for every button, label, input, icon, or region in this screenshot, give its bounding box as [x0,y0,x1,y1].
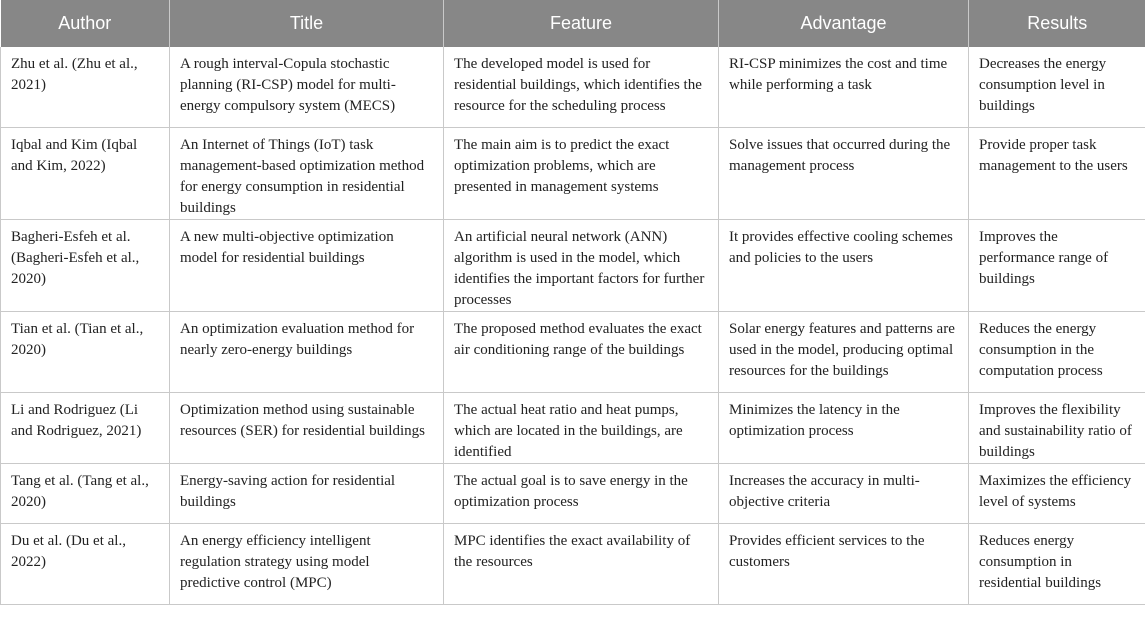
cell-advantage: Solve issues that occurred during the management process [719,128,969,220]
cell-results: Improves the flexibility and sustainability ratio of buildings [969,393,1145,464]
cell-advantage: RI-CSP minimizes the cost and time while performing a task [719,47,969,128]
cell-advantage: Provides efficient services to the customers [719,524,969,605]
cell-title: An energy efficiency intelligent regulation strategy using model predictive control (MPC) [170,524,444,605]
cell-author: Li and Rodriguez (Li and Rodriguez, 2021) [1,393,170,464]
cell-title: An optimization evaluation method for nearly zero-energy buildings [170,312,444,393]
cell-advantage: It provides effective cooling schemes and policies to the users [719,220,969,312]
cell-results: Maximizes the efficiency level of systems [969,464,1145,524]
header-advantage: Advantage [719,0,969,47]
cell-feature: The main aim is to predict the exact optimization problems, which are presented in management systems [444,128,719,220]
cell-feature: An artificial neural network (ANN) algorithm is used in the model, which identifies the important factors for further processes [444,220,719,312]
cell-results: Reduces the energy consumption in the computation process [969,312,1145,393]
cell-feature: MPC identifies the exact availability of the resources [444,524,719,605]
cell-author: Du et al. (Du et al., 2022) [1,524,170,605]
cell-title: A new multi-objective optimization model for residential buildings [170,220,444,312]
header-feature: Feature [444,0,719,47]
cell-feature: The proposed method evaluates the exact air conditioning range of the buildings [444,312,719,393]
cell-author: Iqbal and Kim (Iqbal and Kim, 2022) [1,128,170,220]
table-row [1,220,1145,312]
cell-author: Bagheri-Esfeh et al. (Bagheri-Esfeh et al., 2020) [1,220,170,312]
cell-title: Optimization method using sustainable resources (SER) for residential buildings [170,393,444,464]
cell-advantage: Minimizes the latency in the optimization process [719,393,969,464]
cell-author: Tang et al. (Tang et al., 2020) [1,464,170,524]
header-author: Author [1,0,170,47]
header-row [1,0,1145,47]
cell-title: Energy-saving action for residential buildings [170,464,444,524]
cell-title: An Internet of Things (IoT) task management-based optimization method for energy consumption in residential buildings [170,128,444,220]
table-row [1,464,1145,524]
cell-title: A rough interval-Copula stochastic planning (RI-CSP) model for multi-energy compulsory system (MECS) [170,47,444,128]
cell-advantage: Increases the accuracy in multi-objective criteria [719,464,969,524]
cell-feature: The developed model is used for residential buildings, which identifies the resource for the scheduling process [444,47,719,128]
cell-author: Zhu et al. (Zhu et al., 2021) [1,47,170,128]
cell-feature: The actual goal is to save energy in the optimization process [444,464,719,524]
table-row [1,524,1145,605]
header-results: Results [969,0,1145,47]
header-title: Title [170,0,444,47]
cell-author: Tian et al. (Tian et al., 2020) [1,312,170,393]
table-row [1,393,1145,464]
cell-advantage: Solar energy features and patterns are used in the model, producing optimal resources for the buildings [719,312,969,393]
table-row [1,128,1145,220]
cell-results: Decreases the energy consumption level in buildings [969,47,1145,128]
cell-feature: The actual heat ratio and heat pumps, which are located in the buildings, are identified [444,393,719,464]
table-row [1,47,1145,128]
cell-results: Improves the performance range of buildings [969,220,1145,312]
table-row [1,312,1145,393]
cell-results: Reduces energy consumption in residential buildings [969,524,1145,605]
cell-results: Provide proper task management to the users [969,128,1145,220]
